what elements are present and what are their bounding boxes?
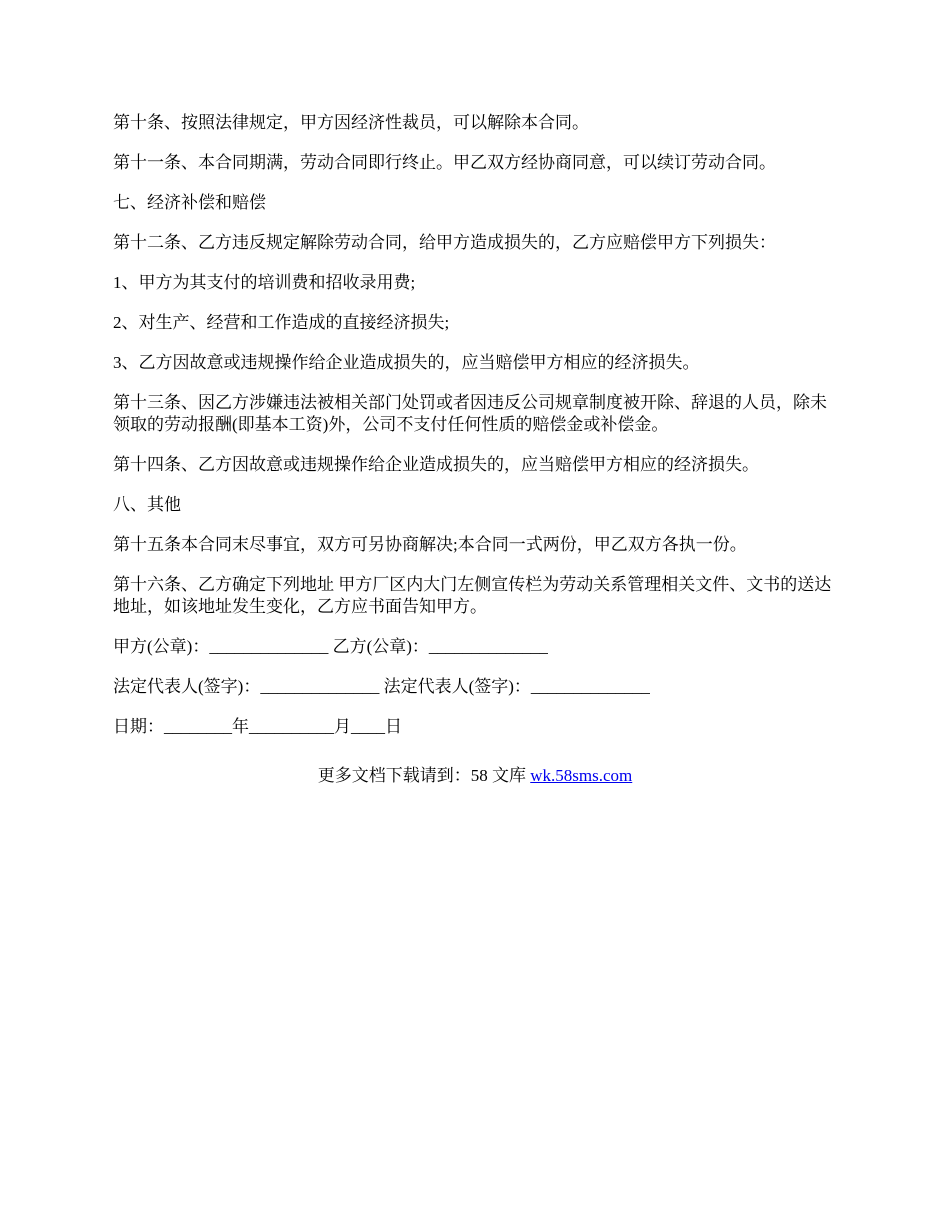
signature-line: 法定代表人(签字)：______________ 法定代表人(签字)：______________	[113, 677, 650, 696]
seal-line: 甲方(公章)：______________ 乙方(公章)：______________	[113, 637, 548, 656]
list-item-2: 2、对生产、经营和工作造成的直接经济损失;	[113, 313, 450, 332]
section-heading-8: 八、其他	[113, 495, 181, 514]
date-line: 日期：________年__________月____日	[113, 717, 402, 736]
section-heading-7: 七、经济补偿和赔偿	[113, 193, 266, 212]
footer-link[interactable]: wk.58sms.com	[530, 766, 633, 785]
clause-16: 第十六条、乙方确定下列地址 甲方厂区内大门左侧宣传栏为劳动关系管理相关文件、文书的送达地址，如该地址发生变化，乙方应书面告知甲方。	[113, 575, 832, 616]
document-body	[113, 112, 843, 756]
clause-11: 第十一条、本合同期满，劳动合同即行终止。甲乙双方经协商同意，可以续订劳动合同。	[113, 153, 776, 172]
clause-15: 第十五条本合同末尽事宜，双方可另协商解决;本合同一式两份，甲乙双方各执一份。	[113, 535, 747, 554]
clause-14: 第十四条、乙方因故意或违规操作给企业造成损失的，应当赔偿甲方相应的经济损失。	[113, 455, 759, 474]
footer-prefix: 更多文档下载请到：58 文库	[317, 766, 531, 785]
list-item-3: 3、乙方因故意或违规操作给企业造成损失的，应当赔偿甲方相应的经济损失。	[113, 353, 700, 372]
clause-12: 第十二条、乙方违反规定解除劳动合同，给甲方造成损失的，乙方应赔偿甲方下列损失：	[113, 233, 776, 252]
clause-10: 第十条、按照法律规定，甲方因经济性裁员，可以解除本合同。	[113, 113, 589, 132]
download-footer	[0, 765, 950, 787]
list-item-1: 1、甲方为其支付的培训费和招收录用费;	[113, 273, 416, 292]
clause-13: 第十三条、因乙方涉嫌违法被相关部门处罚或者因违反公司规章制度被开除、辞退的人员，除未领取的劳动报酬(即基本工资)外，公司不支付任何性质的赔偿金或补偿金。	[113, 393, 827, 434]
